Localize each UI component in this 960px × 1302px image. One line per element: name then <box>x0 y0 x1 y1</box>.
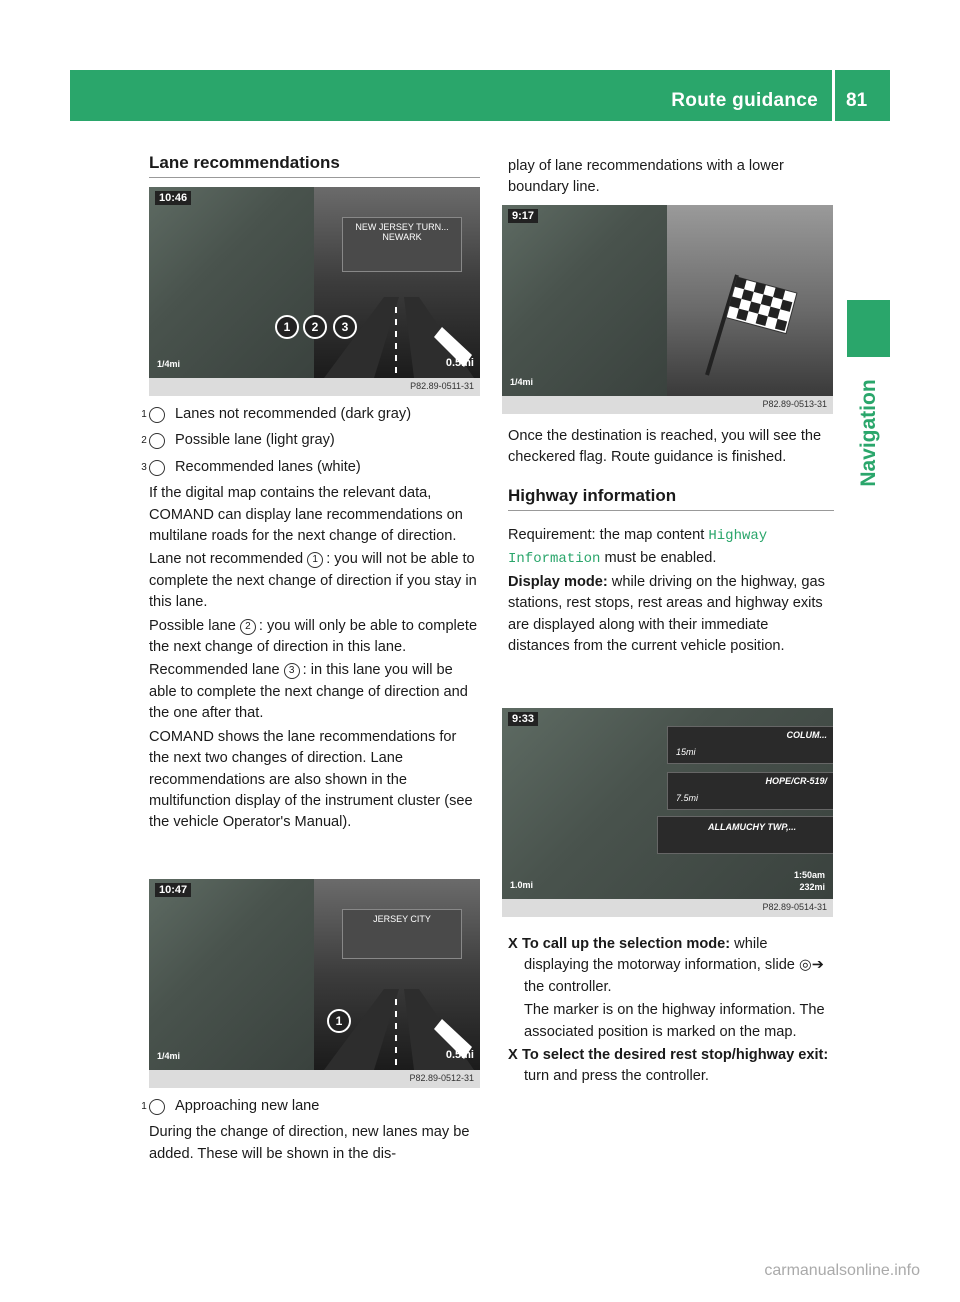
road-view <box>314 879 480 1070</box>
legend-item-1: 1 Lanes not recommended (dark gray) <box>141 406 412 422</box>
section-title-lane: Lane recommendations <box>149 152 480 178</box>
paragraph-comand: COMAND shows the lane recommendations for the next two changes of direction. Lane recommendations are also shown in the multifunction display of the instrument cluster (see the vehicle Operator's Manual). <box>149 728 473 831</box>
figure-highway-info <box>502 708 833 917</box>
marker-1: 1 <box>327 1009 351 1033</box>
figure-caption-bar: P82.89-0514-31 <box>502 899 833 917</box>
paragraph-display-mode: Display mode: while driving on the highway, gas stations, rest stops, rest areas and highway exits are displayed along with their immediate distances from the current vehicle position. <box>508 574 825 655</box>
section-label: Navigation <box>857 378 880 487</box>
legend-item-new-lane: 1 Approaching new lane <box>141 1098 320 1114</box>
legend-item-3: 3 Recommended lanes (white) <box>141 458 361 475</box>
header-divider <box>832 70 835 121</box>
watermark: carmanualsonline.info <box>764 1262 920 1279</box>
highway-exit-entry-2[interactable]: HOPE/CR-519/ 7.5mi <box>667 772 833 810</box>
highway-exit-entry-1[interactable]: COLUM... 15mi <box>667 726 833 764</box>
step-x-icon: X <box>508 1047 518 1064</box>
eta-time: 1:50am <box>793 870 825 880</box>
map-scale: 1/4mi <box>157 359 181 369</box>
section-title-highway: Highway information <box>508 485 834 511</box>
marker-3: 3 <box>333 315 357 339</box>
map-scale: 1/4mi <box>510 377 534 387</box>
paragraph-possible: Possible lane 2 : you will only be able to complete the next change of direction in this lane. <box>149 617 478 656</box>
highway-exit-entry-3[interactable]: ALLAMUCHY TWP,... <box>657 816 833 854</box>
section-tab <box>847 300 890 357</box>
right-top <box>508 156 834 201</box>
right-body <box>508 426 834 660</box>
paragraph-new-lanes: During the change of direction, new lanes may be added. These will be shown in the dis- <box>149 1124 470 1162</box>
paragraph-continued: play of lane recommendations with a lower boundary line. <box>508 158 784 196</box>
chapter-title: Route guidance <box>671 90 818 111</box>
clock: 10:47 <box>155 883 191 897</box>
road-drawing <box>314 187 480 378</box>
left-body-bottom <box>141 1096 480 1167</box>
page-number: 81 <box>846 90 868 111</box>
legend-item-2: 2 Possible lane (light gray) <box>141 432 335 449</box>
clock: 10:46 <box>155 191 191 205</box>
checkered-flag-icon <box>667 205 833 396</box>
paragraph-recommended: Recommended lane 3 : in this lane you will be able to complete the next change of direction and the one after that. <box>149 662 468 722</box>
map-scale: 1/4mi <box>157 1051 181 1061</box>
page-header <box>70 70 890 121</box>
road-view <box>314 187 480 378</box>
figure-destination <box>502 205 833 414</box>
map-scale: 1.0mi <box>510 880 534 890</box>
step-x-icon: X <box>508 936 518 952</box>
figure-lane-recommendations <box>149 187 480 396</box>
step-select-exit: X To select the desired rest stop/highway exit: turn and press the controller. <box>508 1047 829 1085</box>
exit-sign: NEW JERSEY TURN... NEWARK <box>342 217 462 272</box>
figure-caption-bar: P82.89-0513-31 <box>502 396 833 414</box>
left-body <box>141 404 480 836</box>
paragraph-requirement: Requirement: the map content Highway Information must be enabled. <box>508 527 768 567</box>
destination-view <box>667 205 833 396</box>
paragraph-destination: Once the destination is reached, you will see the checkered flag. Route guidance is finished. <box>508 428 822 466</box>
right-steps <box>508 934 834 1090</box>
figure-new-lane <box>149 879 480 1088</box>
paragraph-not-recommended: Lane not recommended 1 : you will not be able to complete the next change of direction if you stay in this lane. <box>149 551 477 611</box>
eta-distance: 232mi <box>799 882 825 892</box>
exit-sign: JERSEY CITY <box>342 909 462 959</box>
road-drawing <box>314 879 480 1070</box>
step-selection-mode: X To call up the selection mode: while displaying the motorway information, slide ◎➔ the controller. <box>508 936 824 995</box>
distance-readout: 0.5mi <box>445 357 474 369</box>
clock: 9:17 <box>508 209 538 223</box>
map-view <box>149 187 314 378</box>
clock: 9:33 <box>508 712 538 726</box>
map-view <box>149 879 314 1070</box>
map-view <box>502 205 667 396</box>
figure-caption-bar: P82.89-0512-31 <box>149 1070 480 1088</box>
paragraph-intro: If the digital map contains the relevant data, COMAND can display lane recommendations on multilane roads for the next change of direction. <box>149 485 463 545</box>
step-selection-result: The marker is on the highway information. The associated position is marked on the map. <box>524 1002 825 1040</box>
marker-2: 2 <box>303 315 327 339</box>
distance-readout: 0.5mi <box>445 1049 474 1061</box>
controller-slide-icon: ◎➔ <box>798 957 824 974</box>
marker-1: 1 <box>275 315 299 339</box>
figure-caption-bar: P82.89-0511-31 <box>149 378 480 396</box>
